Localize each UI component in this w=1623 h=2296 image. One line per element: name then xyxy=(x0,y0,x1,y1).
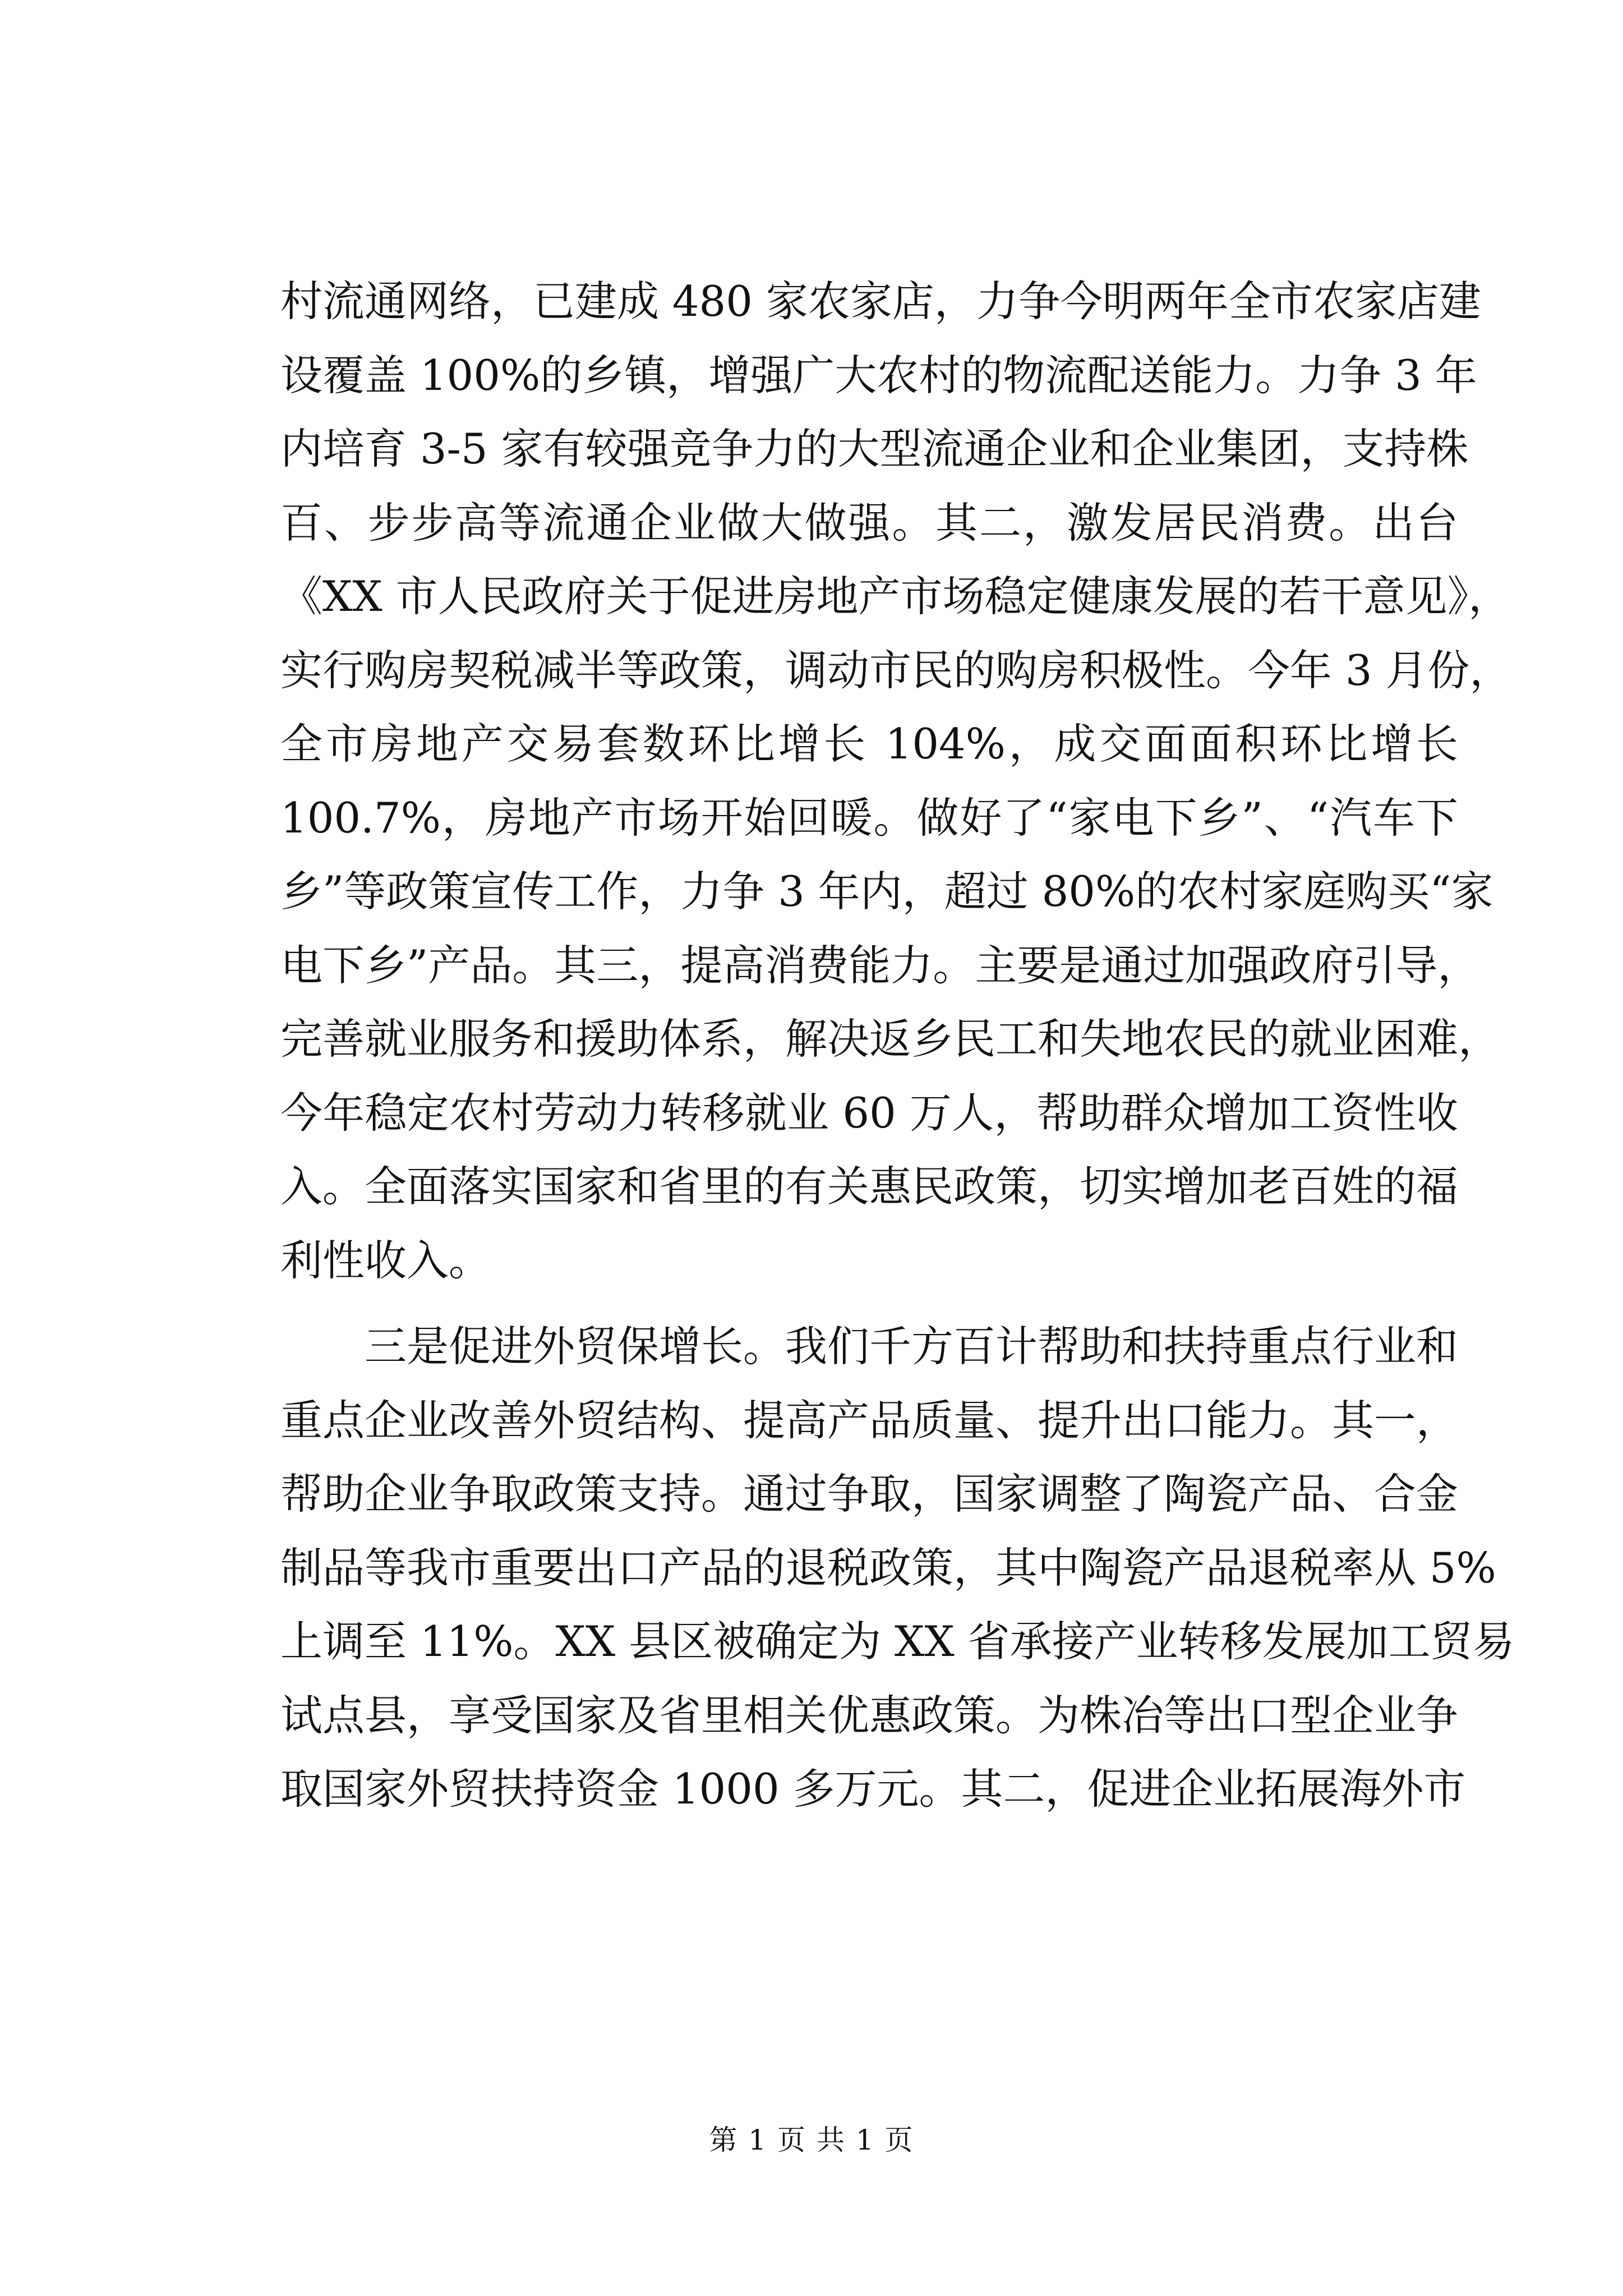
text-line: 上调至 11%。XX 县区被确定为 XX 省承接产业转移发展加工贸易 xyxy=(280,1617,1515,1666)
paragraph-gap xyxy=(280,1297,1458,1310)
text-line: 取国家外贸扶持资金 1000 多万元。其二，促进企业拓展海外市 xyxy=(280,1764,1466,1814)
text-line: 乡”等政策宣传工作，力争 3 年内，超过 80%的农村家庭购买“家 xyxy=(280,867,1493,916)
text-line: 制品等我市重要出口产品的退税政策，其中陶瓷产品退税率从 5% xyxy=(280,1543,1496,1593)
text-line: 入。全面落实国家和省里的有关惠民政策，切实增加老百姓的福 xyxy=(280,1162,1459,1211)
page-number-footer: 第 1 页 共 1 页 xyxy=(709,2124,914,2156)
document-body xyxy=(280,265,1515,1826)
text-line: 百、步步高等流通企业做大做强。其二，激发居民消费。出台 xyxy=(280,498,1458,547)
text-line: 村流通网络，已建成 480 家农家店，力争今明两年全市农家店建 xyxy=(280,277,1481,326)
text-line: 试点县，享受国家及省里相关优惠政策。为株冶等出口型企业争 xyxy=(280,1690,1459,1740)
text-line: 三是促进外贸保增长。我们千方百计帮助和扶持重点行业和 xyxy=(365,1322,1459,1371)
text-line: 100.7%，房地产市场开始回暖。做好了“家电下乡”、“汽车下 xyxy=(280,793,1458,843)
text-line: 内培育 3-5 家有较强竞争力的大型流通企业和企业集团，支持株 xyxy=(280,424,1469,473)
text-line: 完善就业服务和援助体系，解决返乡民工和失地农民的就业困难， xyxy=(280,1014,1501,1064)
paragraph xyxy=(280,265,1512,1297)
text-line: 《XX 市人民政府关于促进房地产市场稳定健康发展的若干意见》， xyxy=(280,572,1511,621)
paragraph xyxy=(280,1310,1515,1826)
text-line: 重点企业改善外贸结构、提高产品质量、提升出口能力。其一， xyxy=(280,1395,1459,1445)
text-line: 利性收入。 xyxy=(280,1235,491,1285)
text-line: 帮助企业争取政策支持。通过争取，国家调整了陶瓷产品、合金 xyxy=(280,1469,1459,1519)
text-line: 设覆盖 100%的乡镇，增强广大农村的物流配送能力。力争 3 年 xyxy=(280,350,1477,400)
text-line: 全市房地产交易套数环比增长 104%，成交面面积环比增长 xyxy=(280,719,1458,769)
text-line: 电下乡”产品。其三，提高消费能力。主要是通过加强政府引导， xyxy=(280,940,1480,990)
text-line: 实行购房契税减半等政策，调动市民的购房积极性。今年 3 月份， xyxy=(280,645,1512,695)
text-line: 今年稳定农村劳动力转移就业 60 万人，帮助群众增加工资性收 xyxy=(280,1088,1458,1138)
